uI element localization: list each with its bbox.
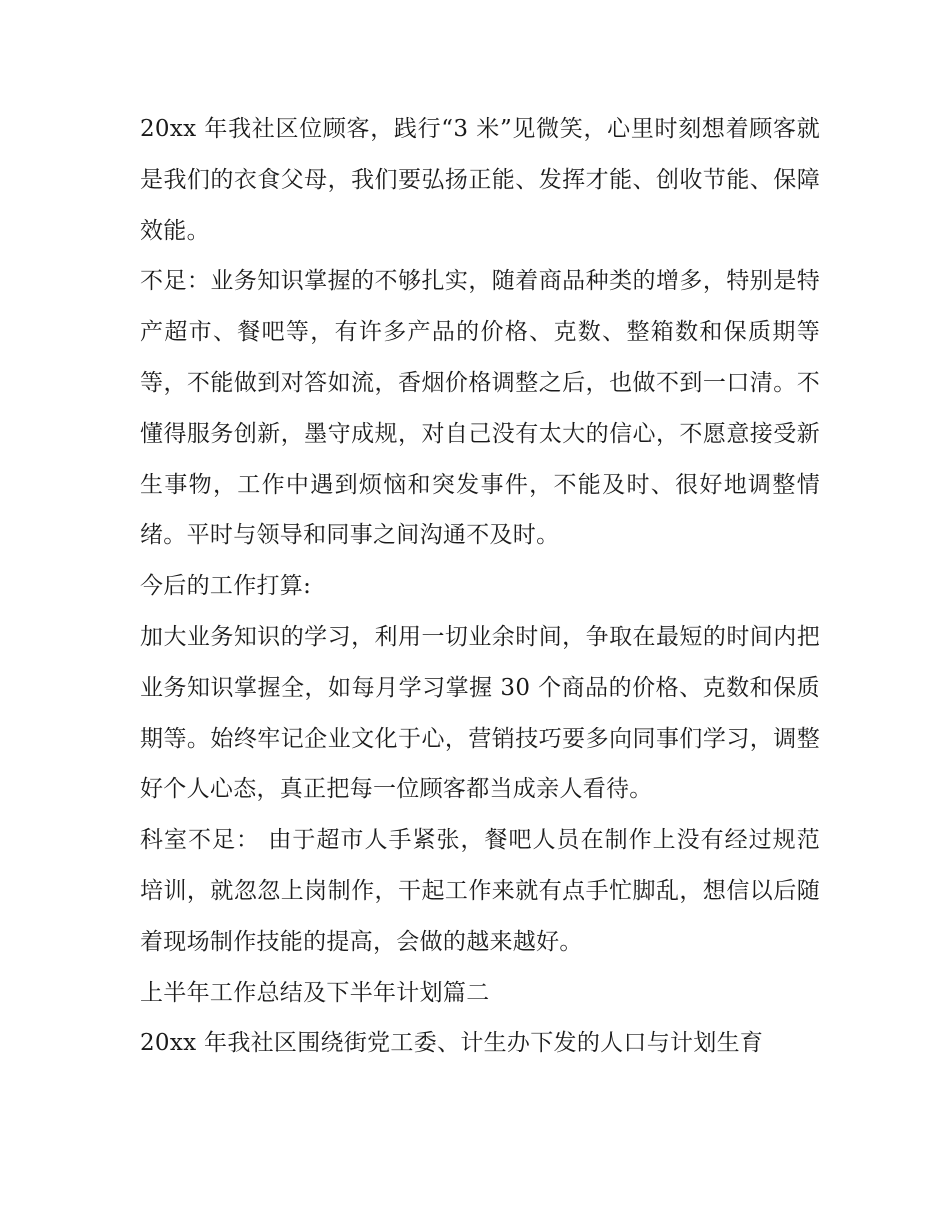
paragraph-shortcomings: 不足：业务知识掌握的不够扎实，随着商品种类的增多，特别是特产超市、餐吧等，有许多产品的价格、克数、整箱数和保质期等等，不能做到对答如流，香烟价格调整之后，也做不到一口清。不懂得服务创新，墨守成规，对自己没有太大的信心，不愿意接受新生事物，工作中遇到烦恼和突发事件，不能及时、很好地调整情绪。平时与领导和同事之间沟通不及时。 (140, 268, 820, 549)
document-body (140, 104, 820, 1069)
paragraph-part-two-intro: 20xx 年我社区围绕街党工委、计生办下发的人口与计划生育 (140, 1030, 764, 1057)
paragraph-future-plans: 加大业务知识的学习，利用一切业余时间，争取在最短的时间内把业务知识掌握全，如每月学习掌握 30 个商品的价格、克数和保质期等。始终牢记企业文化于心，营销技巧要多向同事们学习，调整好个人心态，真正把每一位顾客都当成亲人看待。 (140, 623, 820, 803)
heading-future-plans: 今后的工作打算: (140, 573, 312, 600)
paragraph-department-shortcomings: 科室不足： 由于超市人手紧张，餐吧人员在制作上没有经过规范培训，就忽忽上岗制作，干起工作来就有点手忙脚乱，想信以后随着现场制作技能的提高，会做的越来越好。 (140, 827, 820, 955)
paragraph-customer-service: 20xx 年我社区位顾客，践行“3 米”见微笑，心里时刻想着顾客就是我们的衣食父母，我们要弘扬正能、发挥才能、创收节能、保障效能。 (140, 116, 820, 244)
section-title-part-two: 上半年工作总结及下半年计划篇二 (140, 979, 490, 1006)
